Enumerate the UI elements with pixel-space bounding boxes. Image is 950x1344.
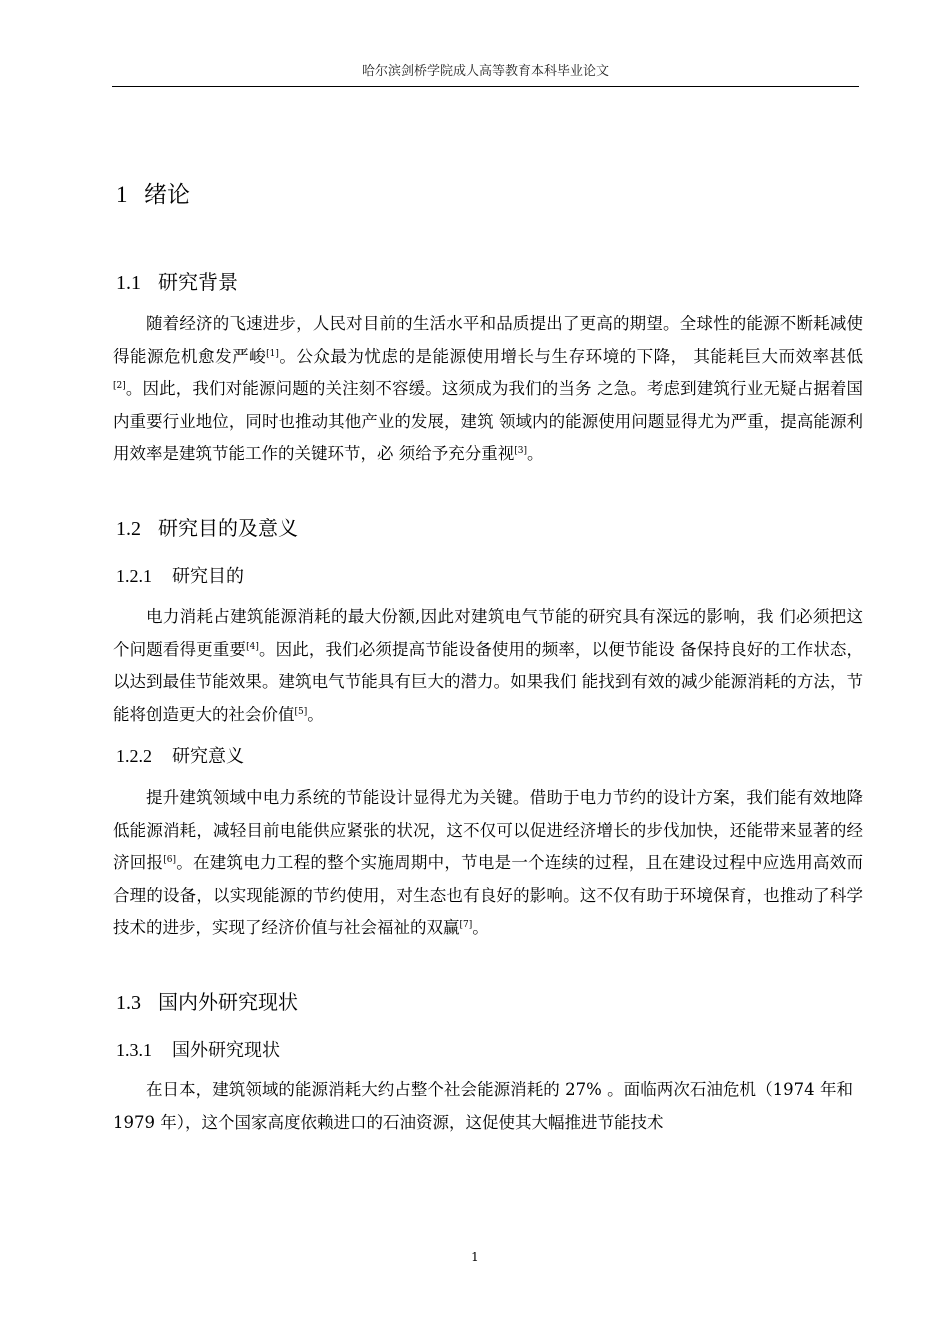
- section-number: 1.1: [116, 272, 141, 294]
- citation-ref: [7]: [459, 920, 473, 930]
- paragraph-text: 。因此，我们对能源问题的关注刻不容缓。这须成为我们的当务 之急。考虑到建筑行业无疑占据着国内重要行业地位，同时也推动其他产业的发展，建筑 领域内的能源使用问题显得尤为严重，提高能源利用效率是建筑节能工作的关键环节，必 须给予充分重视: [113, 379, 863, 463]
- section-title: 研究目的: [172, 566, 244, 587]
- citation-ref: [2]: [113, 381, 126, 391]
- section-number: 1.2.1: [116, 566, 152, 586]
- section-number: 1.3: [116, 992, 141, 1014]
- header-rule: [112, 86, 859, 87]
- paragraph-text: 在日本，建筑领域的能源消耗大约占整个社会能源消耗的 27% 。面临两次石油危机（1974 年和 1979 年），这个国家高度依赖进口的石油资源，这促使其大幅推进节能技术: [113, 1080, 853, 1132]
- paragraph-text: 。: [307, 704, 324, 724]
- section-1-2-2-heading: [116, 742, 244, 768]
- section-1-1-heading: [116, 266, 238, 295]
- paragraph-text: 。因此，我们必须提高节能设备使用的频率，以便节能设 备保持良好的工作状态，以达到最佳节能效果。建筑电气节能具有巨大的潜力。如果我们 能找到有效的减少能源消耗的方法，节能将创造更大的社会价值: [113, 639, 864, 724]
- paragraph-text: 。: [527, 444, 544, 463]
- paragraph-text: 。公众最为忧虑的是能源使用增长与生存环境的下降， 其能耗巨大而效率甚低: [278, 346, 864, 366]
- chapter-number: 1: [116, 182, 128, 207]
- citation-ref: [6]: [163, 855, 177, 865]
- section-title: 研究背景: [158, 270, 238, 294]
- section-1-3-1-paragraph: [113, 1074, 853, 1139]
- citation-ref: [4]: [246, 641, 259, 652]
- running-header: 哈尔滨剑桥学院成人高等教育本科毕业论文: [361, 64, 609, 79]
- section-1-3-heading: [116, 986, 298, 1015]
- paragraph-text: 电力消耗占建筑能源消耗的最大份额,因此对建筑电气节能的研究具有深远的影响，我 们必须把这个问题看得更重要: [113, 607, 863, 659]
- section-number: 1.2: [116, 518, 141, 540]
- chapter-title: 绪论: [144, 182, 190, 208]
- section-1-2-1-paragraph: [113, 601, 863, 731]
- section-title: 国外研究现状: [172, 1040, 280, 1061]
- section-1-2-1-heading: [116, 562, 244, 588]
- paragraph-text: 。在建筑电力工程的整个实施周期中，节电是一个连续的过程，且在建设过程中应选用高效而合理的设备，以实现能源的节约使用，对生态也有良好的影响。这不仅有助于环境保育，也推动了科学技术的进步，实现了经济价值与社会福祉的双赢: [113, 853, 864, 937]
- section-1-2-2-paragraph: [113, 782, 863, 945]
- section-title: 国内外研究现状: [158, 990, 298, 1014]
- paragraph-text: 。: [472, 918, 489, 937]
- section-title: 研究目的及意义: [158, 516, 298, 540]
- page-number: 1: [471, 1250, 479, 1264]
- section-number: 1.2.2: [116, 746, 152, 766]
- paragraph-text: 随着经济的飞速进步，人民对目前的生活水平和品质提出了更高的期望。全球性的能源不断耗减使得能源危机愈发严峻: [113, 314, 863, 366]
- citation-ref: [1]: [266, 348, 279, 359]
- section-number: 1.3.1: [116, 1040, 152, 1060]
- citation-ref: [5]: [294, 706, 308, 717]
- citation-ref: [3]: [514, 446, 527, 456]
- chapter-heading: [116, 176, 190, 209]
- section-1-3-1-heading: [116, 1036, 280, 1062]
- section-title: 研究意义: [172, 746, 244, 767]
- section-1-2-heading: [116, 512, 298, 541]
- paragraph-text: 提升建筑领域中电力系统的节能设计显得尤为关键。借助于电力节约的设计方案，我们能有效地降低能源消耗，减轻目前电能供应紧张的状况，这不仅可以促进经济增长的步伐加快，还能带来显著的经济回报: [113, 788, 863, 872]
- section-1-1-paragraph: [113, 308, 863, 471]
